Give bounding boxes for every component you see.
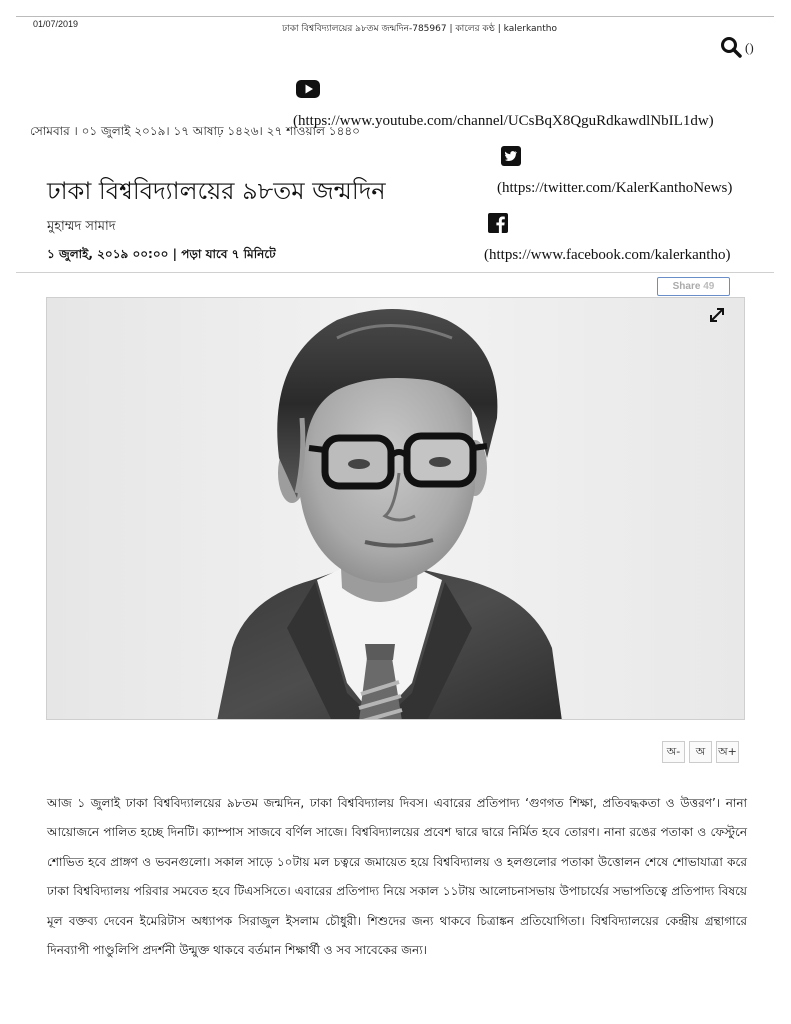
dateline: সোমবার । ০১ জুলাই ২০১৯। ১৭ আষাঢ় ১৪২৬। ২৭ শাওয়াল ১৪৪০ xyxy=(30,124,360,138)
expand-icon[interactable] xyxy=(707,305,727,325)
youtube-icon[interactable] xyxy=(296,80,320,98)
article-body: আজ ১ জুলাই ঢাকা বিশ্ববিদ্যালয়ের ৯৮তম জন্মদিন, ঢাকা বিশ্ববিদ্যালয় দিবস। এবারের প্রতিপাদ্য ‘গুণগত শিক্ষা, প্রতিবদ্ধকতা ও উত্তরণ’। নানা আয়োজনে পালিত হচ্ছে দিনটি। ক্যাম্পাস সাজবে বর্ণিল সাজে। বিশ্ববিদ্যালয়ের প্রবেশ দ্বারে দ্বারে নির্মিত হবে তোরণ। নানা রঙের পতাকা ও ফেস্টুনে শোভিত হবে প্রাঙ্গণ ও ভবনগুলো। সকাল সাড়ে ১০টায় মল চত্বরে জমায়েত হয়ে বিশ্ববিদ্যালয় ও হলগুলোর পতাকা উত্তোলন শেষে শোভাযাত্রা করে ঢাকা বিশ্ববিদ্যালয় পরিবার সমবেত হবে টিএসসিতে। এবারের প্রতিপাদ্য নিয়ে সকাল ১১টায় আলোচনাসভায় উপাচার্যের সভাপতিত্বে প্রতিপাদ্য বিষয়ে মূল বক্তব্য দেবেন ইমেরিটাস অধ্যাপক সিরাজুল ইসলাম চৌধুরী। শিশুদের জন্য থাকবে চিত্রাঙ্কন প্রতিযোগিতা। বিশ্ববিদ্যালয়ের কেন্দ্রীয় গ্রন্থাগারে দিনব্যাপী পাণ্ডুলিপি প্রদর্শনী উন্মুক্ত থাকবে বর্তমান শিক্ষার্থী ও সব সাবেকের জন্য। xyxy=(47,796,747,958)
share-button[interactable] xyxy=(657,277,730,296)
article-meta: ১ জুলাই, ২০১৯ ০০:০০ | পড়া যাবে ৭ মিনিটে xyxy=(47,247,276,261)
header-divider xyxy=(16,16,774,17)
font-size-controls xyxy=(662,741,739,763)
article-author[interactable]: মুহাম্মদ সামাদ xyxy=(47,219,116,234)
search-count: () xyxy=(745,40,754,55)
twitter-link[interactable]: (https://twitter.com/KalerKanthoNews) xyxy=(497,180,733,196)
youtube-link[interactable]: (https://www.youtube.com/channel/UCsBqX8QguRdkawdlNbIL1dw) xyxy=(293,113,714,129)
search-icon[interactable] xyxy=(720,36,742,58)
facebook-icon[interactable] xyxy=(488,213,508,233)
share-label: Share xyxy=(672,281,701,292)
facebook-link[interactable]: (https://www.facebook.com/kalerkantho) xyxy=(484,247,731,263)
section-divider xyxy=(16,272,774,273)
font-decrease-button[interactable]: অ- xyxy=(662,741,685,763)
twitter-icon[interactable] xyxy=(501,146,521,166)
font-reset-button[interactable]: অ xyxy=(689,741,712,763)
share-count: 49 xyxy=(703,281,715,292)
author-portrait xyxy=(47,298,745,720)
font-increase-button[interactable]: অ+ xyxy=(716,741,739,763)
print-date: 01/07/2019 xyxy=(33,19,79,29)
article-photo[interactable] xyxy=(46,297,745,720)
print-page-title: ঢাকা বিশ্ববিদ্যালয়ের ৯৮তম জন্মদিন-785967 | কালের কণ্ঠ | kalerkantho xyxy=(282,24,557,34)
article-headline: ঢাকা বিশ্ববিদ্যালয়ের ৯৮তম জন্মদিন xyxy=(47,177,386,205)
